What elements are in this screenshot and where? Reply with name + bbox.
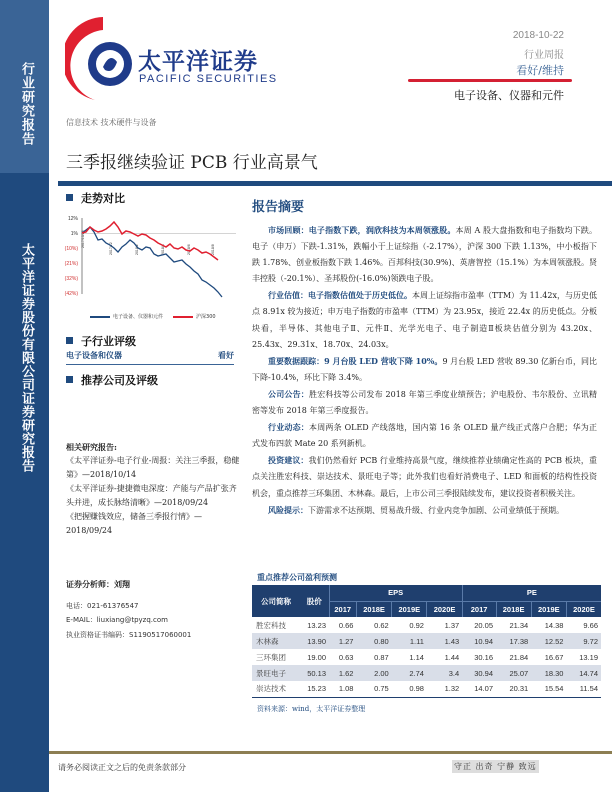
table-row: 景旺电子 50.13 1.62 2.00 2.74 3.4 30.94 25.07 18.30 14.74 bbox=[252, 665, 601, 681]
col-company: 公司简称 bbox=[252, 585, 300, 617]
col-price: 股价 bbox=[300, 585, 329, 617]
col-year: 2020E bbox=[427, 601, 462, 617]
bullet-square-icon bbox=[66, 376, 73, 383]
table-row: 木林森 13.90 1.27 0.80 1.11 1.43 10.94 17.38 12.52 9.72 bbox=[252, 633, 601, 649]
footer-disclaimer: 请务必阅读正文之后的免责条款部分 bbox=[58, 763, 186, 772]
svg-text:1%: 1% bbox=[70, 231, 78, 237]
recommend-heading: 推荐公司及评级 bbox=[66, 372, 158, 388]
analyst-email[interactable]: E-MAIL：liuxiang@tpyzq.com bbox=[66, 616, 168, 624]
legend-item-hs300: 沪深300 bbox=[173, 313, 216, 320]
analyst-name: 证券分析师：刘翔 bbox=[66, 579, 130, 589]
svg-text:12%: 12% bbox=[67, 216, 78, 222]
svg-text:(21%): (21%) bbox=[64, 261, 78, 267]
logo-name-cn: 太平洋证券 bbox=[138, 49, 258, 75]
sidebar-company-label: 太平洋证券股份有限公司证券研究报告 bbox=[19, 243, 34, 473]
svg-text:2018/4: 2018/4 bbox=[161, 244, 165, 255]
col-year: 2017 bbox=[462, 601, 496, 617]
analyst-phone: 电话：021-61376547 bbox=[66, 602, 139, 610]
summary-paragraph: 行业估值：电子指数估值处于历史低位。本周上证综指市盈率（TTM）为 11.42x，与历史低点 8.91x 较为接近；申万电子指数的市盈率（TTM）为 23.95x，接近 22.4x 的历史低点。分板块看，半导体、其他电子Ⅱ、元件Ⅱ、光学光电子、电子制造Ⅱ板块估值分别为 43.20x、25.43x、29.31x、18.70x、24.03x。 bbox=[252, 290, 597, 349]
industry-rating: 看好/维持 bbox=[516, 64, 564, 77]
trend-chart-svg bbox=[60, 210, 240, 305]
svg-text:(10%): (10%) bbox=[64, 246, 78, 252]
table-row: 胜宏科技 13.23 0.66 0.62 0.92 1.37 20.05 21.34 14.38 9.66 bbox=[256, 620, 598, 630]
related-report-link[interactable]: 《太平洋证券-电子行业-周报：关注三季报，稳健第》—2018/10/14 bbox=[66, 456, 240, 479]
page-title: 三季报继续验证 PCB 行业高景气 bbox=[66, 153, 318, 173]
footer-divider bbox=[49, 751, 612, 754]
footer-motto: 守正 出奇 宁静 致远 bbox=[454, 762, 537, 771]
bullet-square-icon bbox=[66, 194, 73, 201]
col-year: 2019E bbox=[531, 601, 566, 617]
svg-text:2017/10/23: 2017/10/23 bbox=[81, 230, 85, 248]
related-report-link[interactable]: 《把握赚钱效应，储备三季报行情》—2018/09/24 bbox=[66, 512, 202, 535]
trend-heading: 走势对比 bbox=[66, 190, 125, 206]
col-group-pe: PE bbox=[462, 585, 601, 601]
svg-text:2017/12: 2017/12 bbox=[109, 242, 113, 255]
legend-item-sector: 电子设备、仪器和元件 bbox=[90, 313, 163, 320]
summary-paragraph: 市场回顾：电子指数下跌，润欣科技为本周领涨股。本周 A 股大盘指数和电子指数均下跌。电子（申万）下跌-1.31%，跌幅小于上证综指（-2.17%），沪深 300 下跌 1.13%，中小板指下跌 1.78%、创业板指数下跌 1.46%。百邦科技(30.9%)、英唐智控（15.1%）为本周领涨股。贤丰控股（-20.1%）、圣邦股份(-16.0%)领跌电子股。 bbox=[252, 225, 597, 284]
col-group-eps: EPS bbox=[329, 585, 462, 601]
forecast-table-title: 重点推荐公司盈利预测 bbox=[257, 572, 337, 582]
related-report-link[interactable]: 《太平洋证券-捷捷微电深度：产能与产品扩张齐头并进，成长脉络清晰》—2018/09/24 bbox=[66, 484, 237, 507]
svg-text:(32%): (32%) bbox=[64, 276, 78, 282]
col-year: 2018E bbox=[496, 601, 531, 617]
summary-paragraph: 行业动态：本周两条 OLED 产线落地，国内第 16 条 OLED 量产线正式落户合肥；华为正式发布四款 Mate 20 系列新机。 bbox=[252, 422, 597, 449]
svg-text:2018/2: 2018/2 bbox=[135, 244, 139, 255]
svg-text:(42%): (42%) bbox=[64, 291, 78, 297]
svg-text:2018/8: 2018/8 bbox=[211, 244, 215, 255]
summary-body bbox=[252, 222, 597, 519]
table-source-note: 资料来源：wind，太平洋证券整理 bbox=[257, 705, 366, 713]
col-year: 2017 bbox=[329, 601, 356, 617]
related-reports-heading: 相关研究报告: bbox=[66, 442, 117, 452]
col-year: 2018E bbox=[356, 601, 391, 617]
summary-paragraph: 公司公告：胜宏科技等公司发布 2018 年第三季度业绩预告；沪电股份、韦尔股份、立讯精密等发布 2018 年第三季度报告。 bbox=[252, 388, 597, 416]
sidebar-report-category: 行业研究报告 bbox=[19, 62, 34, 146]
logo-emblem-icon bbox=[65, 12, 145, 102]
header-divider bbox=[408, 79, 572, 82]
sub-industry-heading: 子行业评级 bbox=[66, 333, 136, 349]
table-row: 崇达技术 15.23 1.08 0.75 0.98 1.32 14.07 20.31 15.54 11.54 bbox=[252, 681, 601, 697]
table-row: 三环集团 19.00 0.63 0.87 1.14 1.44 30.16 21.84 16.67 13.19 bbox=[256, 652, 598, 662]
sub-industry-name: 电子设备和仪器 bbox=[66, 350, 122, 360]
logo-name-en: PACIFIC SECURITIES bbox=[139, 73, 278, 85]
sub-industry-row bbox=[66, 350, 234, 365]
title-divider bbox=[58, 181, 612, 186]
forecast-table bbox=[252, 585, 601, 698]
summary-paragraph: 重要数据跟踪：9 月台股 LED 营收下降 10%。9 月台股 LED 营收 89.30 亿新台币，同比下降-10.4%，环比下降 3.4%。 bbox=[252, 355, 597, 382]
bullet-square-icon bbox=[66, 337, 73, 344]
analyst-license: 执业资格证书编码：S1190517060001 bbox=[66, 631, 192, 639]
col-year: 2020E bbox=[566, 601, 601, 617]
summary-paragraph: 风险提示：下游需求不达预期、贸易战升级、行业内竞争加剧、公司业绩低于预期。 bbox=[268, 504, 564, 515]
sub-industry-rating: 看好 bbox=[218, 350, 234, 360]
related-reports bbox=[66, 440, 241, 538]
sector-name: 电子设备、仪器和元件 bbox=[454, 89, 564, 102]
svg-text:2018/6: 2018/6 bbox=[187, 244, 191, 255]
chart-legend bbox=[90, 313, 216, 320]
report-date: 2018-10-22 bbox=[512, 30, 564, 41]
col-year: 2019E bbox=[392, 601, 427, 617]
breadcrumb: 信息技术 技术硬件与设备 bbox=[66, 118, 157, 127]
trend-chart bbox=[60, 210, 240, 305]
summary-heading: 报告摘要 bbox=[252, 200, 305, 215]
summary-paragraph: 投资建议：我们仍然看好 PCB 行业维持高景气度，继续推荐业绩确定性高的 PCB 板块，重点关注胜宏科技、崇达技术、景旺电子等；此外我们也看好消费电子、LED 和面板的结构性投资机会，重点推荐三环集团、木林森。最后，上市公司三季报陆续发布，建议投资者积极关注。 bbox=[252, 455, 598, 498]
report-type: 行业周报 bbox=[524, 50, 564, 61]
